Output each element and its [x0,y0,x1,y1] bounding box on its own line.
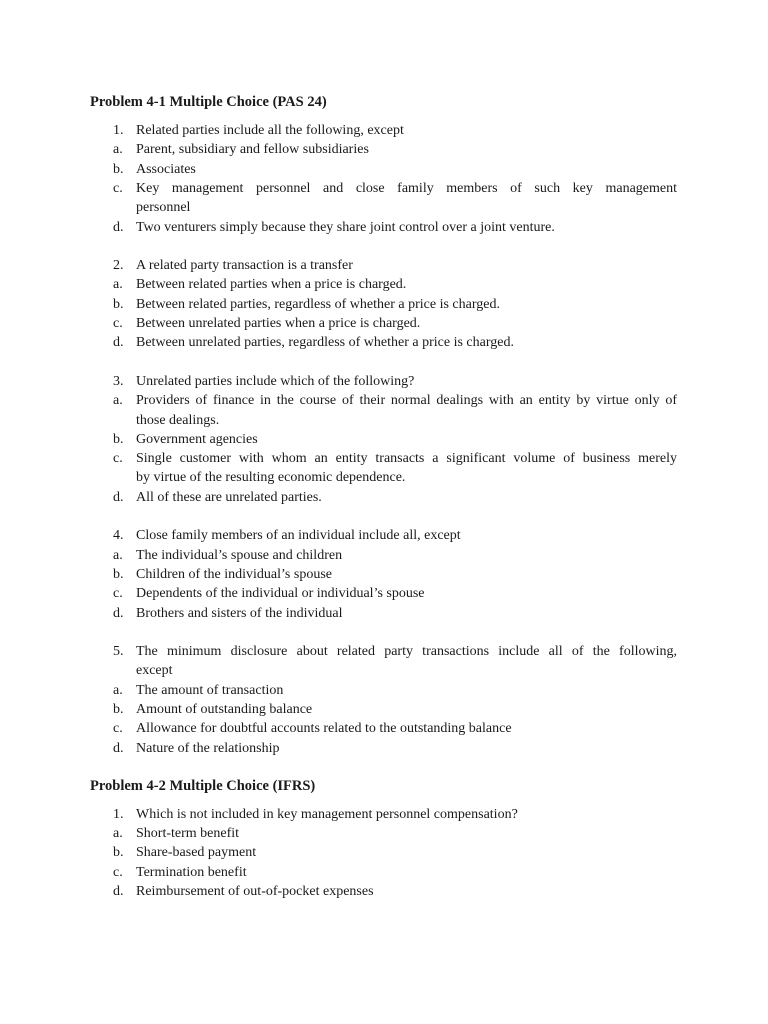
text-line [0,642,768,661]
text-line [0,488,768,507]
text-line [0,198,768,217]
text-line [0,333,768,352]
option-letter-label: d. [113,219,124,235]
line-text: The amount of transaction [136,682,284,698]
option-letter-label: c. [113,451,123,467]
option-letter-label: a. [113,393,123,409]
text-line [0,584,768,603]
line-text: Between unrelated parties when a price is charged. [136,316,421,331]
text-line [0,160,768,179]
option-letter-label: d. [113,740,124,756]
text-line [0,700,768,719]
text-line [0,882,768,901]
text-line [0,275,768,294]
question-number-label: 2. [113,258,124,274]
text-line [0,295,768,314]
option-letter-label: d. [113,335,124,351]
option-letter-label: b. [113,431,124,447]
text-line [0,256,768,275]
text-line [0,411,768,430]
text-line [0,449,768,468]
line-text: by virtue of the resulting economic dependence. [136,470,406,486]
text-line [0,739,768,758]
question-number-label: 5. [113,644,124,660]
option-letter-label: c. [113,180,123,196]
option-letter-label: b. [113,161,124,177]
line-text: Single customer with whom an entity transacts a significant volume of business merely [136,451,677,467]
option-letter-label: d. [113,489,124,505]
line-text: Amount of outstanding balance [136,702,313,717]
line-text: The individual’s spouse and children [136,547,343,563]
option-letter-label: a. [113,142,123,158]
option-letter-label: c. [113,586,123,602]
option-letter-label: b. [113,845,124,861]
line-text: Between related parties, regardless of whether a price is charged. [136,296,500,312]
option-letter-label: c. [113,864,123,880]
option-letter-label: d. [113,605,124,621]
line-text: personnel [136,200,191,216]
line-text: Brothers and sisters of the individual [136,605,343,621]
text-line [0,430,768,449]
text-line [0,179,768,198]
line-text: Termination benefit [136,864,247,880]
option-letter-label: c. [113,316,123,331]
line-text: those dealings. [136,412,220,428]
option-letter-label: a. [113,547,123,563]
question-number-label: 3. [113,373,124,389]
option-letter-label: a. [113,277,123,293]
line-text: Which is not included in key management personnel compensation? [136,806,518,822]
line-text: The minimum disclosure about related party transactions include all of the following, [136,644,677,660]
line-text: Between unrelated parties, regardless of whether a price is charged. [136,335,514,351]
text-line [0,140,768,159]
section-heading: Problem 4-2 Multiple Choice (IFRS) [90,777,316,794]
line-text: Share-based payment [136,845,257,861]
text-line [0,526,768,545]
option-letter-label: b. [113,702,124,717]
question-number-label: 4. [113,528,124,544]
text-line [0,824,768,843]
text-line [0,604,768,623]
line-text: Two venturers simply because they share joint control over a joint venture. [136,219,555,235]
line-text: Short-term benefit [136,825,240,841]
line-text: Associates [136,161,196,177]
option-letter-label: a. [113,825,123,841]
question-number-label: 1. [113,123,124,138]
text-line [0,218,768,237]
line-text: Children of the individual’s spouse [136,566,332,582]
line-text: Related parties include all the following, except [136,123,404,138]
option-letter-label: a. [113,682,123,698]
line-text: Between related parties when a price is charged. [136,277,407,293]
text-line [0,681,768,700]
line-text: All of these are unrelated parties. [136,489,322,505]
option-letter-label: c. [113,721,123,737]
line-text: Parent, subsidiary and fellow subsidiaries [136,142,369,158]
line-text: Key management personnel and close family members of such key management [136,180,677,196]
text-line [0,661,768,680]
option-letter-label: b. [113,566,124,582]
question-number-label: 1. [113,806,124,822]
section-heading: Problem 4-1 Multiple Choice (PAS 24) [90,94,327,110]
option-letter-label: d. [113,883,124,899]
text-line [0,719,768,738]
line-text: except [136,663,173,679]
text-line [0,565,768,584]
text-line [0,843,768,862]
text-line [0,468,768,487]
text-line [0,391,768,410]
line-text: Unrelated parties include which of the following? [136,373,415,389]
line-text: Providers of finance in the course of their normal dealings with an entity by virtue only of [136,393,677,409]
line-text: Reimbursement of out-of-pocket expenses [136,883,374,899]
line-text: Dependents of the individual or individual’s spouse [136,586,425,602]
line-text: Allowance for doubtful accounts related to the outstanding balance [136,721,512,737]
line-text: Government agencies [136,431,258,447]
text-line [0,863,768,882]
text-line [0,372,768,391]
line-text: Close family members of an individual include all, except [136,528,461,544]
text-line [0,546,768,565]
line-text: A related party transaction is a transfer [136,258,353,274]
line-text: Nature of the relationship [136,740,280,756]
text-line [0,314,768,333]
text-line [0,121,768,140]
option-letter-label: b. [113,296,124,312]
text-line [0,805,768,824]
